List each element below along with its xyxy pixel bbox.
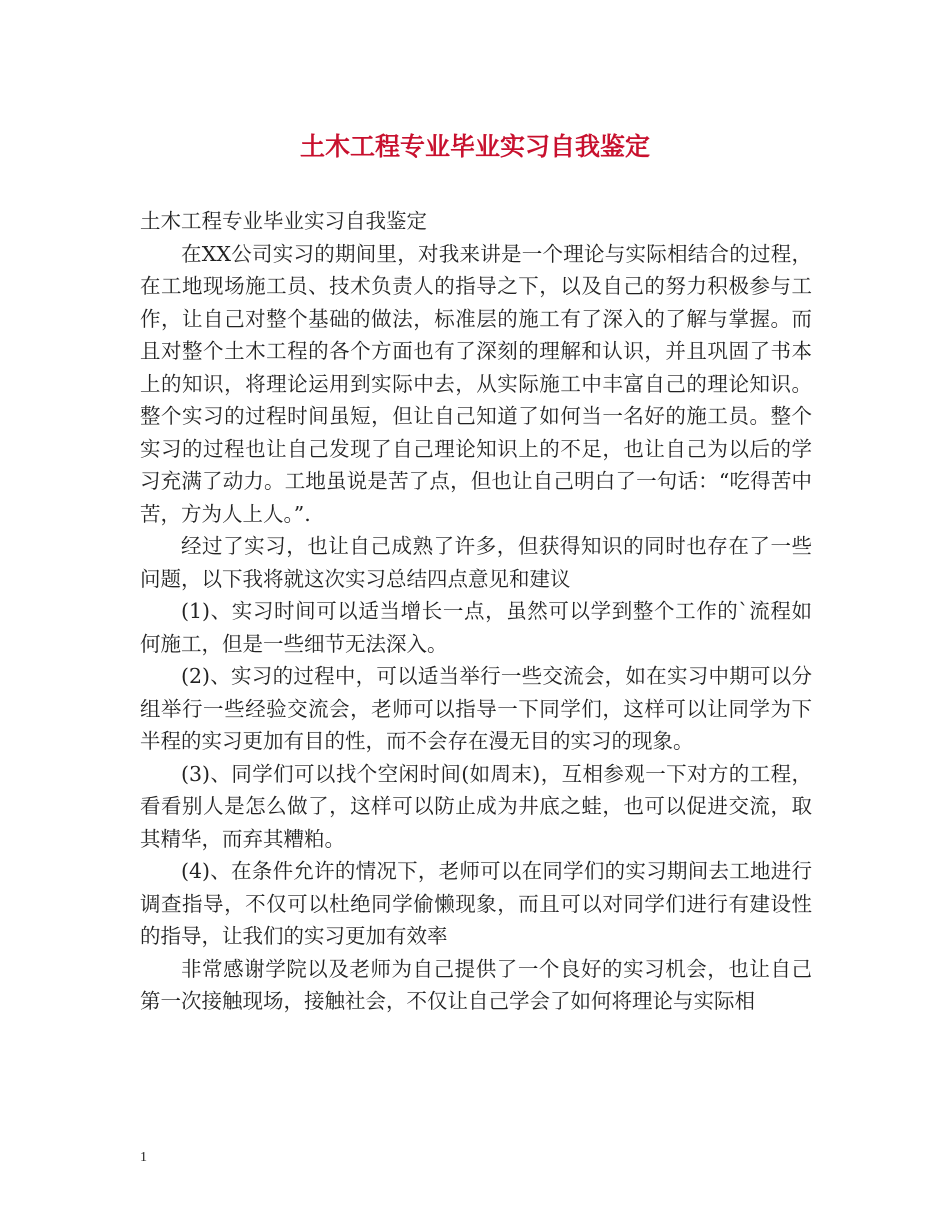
paragraph-thanks: 非常感谢学院以及老师为自己提供了一个良好的实习机会，也让自己第一次接触现场，接触社会，不仅让自己学会了如何将理论与实际相 bbox=[140, 956, 812, 1013]
paragraph-suggestion-1: (1)、实习时间可以适当增长一点，虽然可以学到整个工作的`流程如何施工，但是一些细节无法深入。 bbox=[140, 599, 812, 656]
paragraph-suggestion-2: (2)、实习的过程中，可以适当举行一些交流会，如在实习中期可以分组举行一些经验交流会，老师可以指导一下同学们，这样可以让同学为下半程的实习更加有目的性，而不会存在漫无目的实习的现象。 bbox=[140, 664, 812, 753]
page-number: 1 bbox=[140, 1150, 147, 1165]
paragraph-intro: 在XX公司实习的期间里，对我来讲是一个理论与实际相结合的过程，在工地现场施工员、技术负责人的指导之下，以及自己的努力积极参与工作，让自己对整个基础的做法，标准层的施工有了深入的了解与掌握。而且对整个土木工程的各个方面也有了深刻的理解和认识，并且巩固了书本上的知识，将理论运用到实际中去，从实际施工中丰富自己的理论知识。整个实习的过程时间虽短，但让自己知道了如何当一名好的施工员。整个实习的过程也让自己发现了自己理论知识上的不足，也让自己为以后的学习充满了动力。工地虽说是苦了点，但也让自己明白了一句话：“吃得苦中苦，方为人上人。”. bbox=[140, 241, 812, 526]
paragraph-summary: 经过了实习，也让自己成熟了许多，但获得知识的同时也存在了一些问题，以下我将就这次实习总结四点意见和建议 bbox=[140, 534, 812, 591]
document-body bbox=[140, 205, 812, 1018]
document-title: 土木工程专业毕业实习自我鉴定 bbox=[299, 132, 650, 161]
document-subtitle: 土木工程专业毕业实习自我鉴定 bbox=[140, 209, 427, 233]
paragraph-suggestion-3: (3)、同学们可以找个空闲时间(如周末)，互相参观一下对方的工程，看看别人是怎么做了，这样可以防止成为井底之蛙，也可以促进交流，取其精华，而弃其糟粕。 bbox=[140, 761, 812, 851]
paragraph-suggestion-4: (4)、在条件允许的情况下，老师可以在同学们的实习期间去工地进行调查指导，不仅可以杜绝同学偷懒现象，而且可以对同学们进行有建设性的指导，让我们的实习更加有效率 bbox=[140, 859, 812, 948]
